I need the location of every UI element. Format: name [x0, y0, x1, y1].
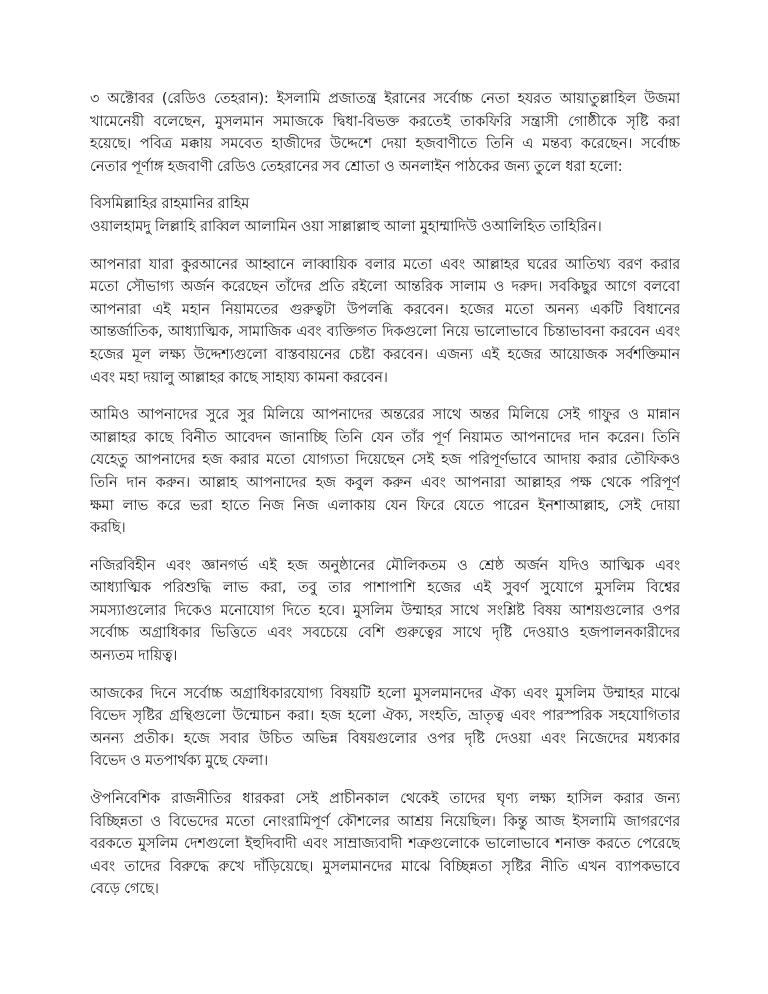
- text-line: বিভেদ সৃষ্টির গ্রন্থিগুলো উন্মোচন করা। হজ হলো ঐক্য, সংহতি, ভ্রাতৃত্ব এবং পারস্পরিক সহযোগিতার: [90, 708, 680, 725]
- text-line: সমস্যাগুলোর দিকেও মনোযোগ দিতে হবে। মুসলিম উম্মাহর সাথে সংশ্লিষ্ট বিষয় আশয়গুলোর ওপর: [90, 602, 680, 619]
- text-line: হজের মূল লক্ষ্য উদ্দেশ্যগুলো বাস্তবায়নের চেষ্টা করবেন। এজন্য এই হজের আয়োজক সর্বশক্তিমান: [90, 346, 680, 363]
- text-line: বিসমিল্লাহির রাহমানির রাহিম: [90, 196, 250, 213]
- text-line: আমিও আপনাদের সুরে সুর মিলিয়ে আপনাদের অন্তরের সাথে অন্তর মিলিয়ে সেই গাফুর ও মান্নান: [90, 407, 680, 424]
- text-line: সর্বোচ্চ অগ্রাধিকার ভিত্তিতে এবং সবচেয়ে বেশি গুরুত্বের সাথে দৃষ্টি দেওয়াও হজপালনকারীদের: [90, 625, 680, 642]
- paragraph-4: [90, 404, 680, 540]
- text-line: নেতার পূর্ণাঙ্গ হজবাণী রেডিও তেহরানের সব শ্রোতা ও অনলাইন পাঠকের জন্য তুলে ধরা হলো:: [90, 158, 623, 175]
- text-line: আপনারা এই মহান নিয়ামতের গুরুত্বটা উপলব্ধি করবেন। হজের মতো অনন্য একটি বিধানের: [90, 301, 680, 318]
- paragraph-bismillah: [90, 193, 680, 238]
- text-line: হয়েছে। পবিত্র মক্কায় সমবেত হাজীদের উদ্দেশে দেয়া হজবাণীতে তিনি এ মন্তব্য করেছেন। সর্বোচ্চ: [90, 136, 680, 153]
- text-line: অনন্য প্রতীক। হজে সবার উচিত অভিন্ন বিষয়গুলোর ওপর দৃষ্টি দেওয়া এবং নিজেদের মধ্যকার: [90, 730, 680, 747]
- paragraph-6: [90, 683, 680, 773]
- text-line: তিনি দান করুন। আল্লাহ আপনাদের হজ কবুল করুন এবং আপনারা আল্লাহর পক্ষ থেকে পরিপূর্ণ: [90, 474, 680, 491]
- text-line: আন্তর্জাতিক, আধ্যাত্মিক, সামাজিক এবং ব্যক্তিগত দিকগুলো নিয়ে ভালোভাবে চিন্তাভাবনা করবেন এবং: [90, 324, 680, 341]
- text-line: নজিরবিহীন এবং জ্ঞানগর্ভ এই হজ অনুষ্ঠানের মৌলিকতম ও শ্রেষ্ঠ অর্জন যদিও আত্মিক এবং: [90, 557, 680, 574]
- text-line: আপনারা যারা কুরআনের আহ্বানে লাব্বায়িক বলার মতো এবং আল্লাহর ঘরের আতিথ্য বরণ করার: [90, 256, 680, 273]
- text-line: বেড়ে গেছে।: [90, 881, 159, 898]
- text-line: বরকতে মুসলিম দেশগুলো ইহুদিবাদী এবং সাম্রাজ্যবাদী শত্রুগুলোকে ভালোভাবে শনাক্ত করতে পেরেছে: [90, 836, 680, 853]
- text-line: আল্লাহর কাছে বিনীত আবেদন জানাচ্ছি তিনি যেন তাঁর পূর্ণ নিয়ামত আপনাদের দান করেন। তিনি: [90, 429, 680, 446]
- text-line: আজকের দিনে সর্বোচ্চ অগ্রাধিকারযোগ্য বিষয়টি হলো মুসলমানদের ঐক্য এবং মুসলিম উম্মাহর মাঝে: [90, 685, 680, 702]
- text-line: ক্ষমা লাভ করে ভরা হাতে নিজ নিজ এলাকায় যেন ফিরে যেতে পারেন ইনশাআল্লাহ, সেই দোয়া: [90, 497, 680, 514]
- text-line: এবং মহা দয়ালু আল্লাহর কাছে সাহায্য কামনা করবেন।: [90, 369, 388, 386]
- text-line: খামেনেয়ী বলেছেন, মুসলমান সমাজকে দ্বিধা-বিভক্ত করতেই তাকফিরি সন্ত্রাসী গোষ্ঠীকে সৃষ্টি করা: [90, 113, 680, 130]
- text-line: অন্যতম দায়িত্ব।: [90, 648, 178, 665]
- text-line: ওয়ালহামদু লিল্লাহি রাব্বিল আলামিন ওয়া সাল্লাল্লাহু আলা মুহাম্মাদিউ ওআলিহিত তাহিরিন।: [90, 218, 602, 235]
- text-line: ৩ অক্টোবর (রেডিও তেহরান): ইসলামি প্রজাতন্ত্র ইরানের সর্বোচ্চ নেতা হযরত আয়াতুল্লাহিল উজমা: [90, 91, 680, 107]
- text-line: করছি।: [90, 520, 126, 537]
- text-line: বিচ্ছিন্নতা ও বিভেদের মতো নোংরামিপূর্ণ কৌশলের আশ্রয় নিয়েছিল। কিন্তু আজ ইসলামি জাগরণের: [90, 813, 680, 830]
- paragraph-5: [90, 555, 680, 668]
- text-line: আধ্যাত্মিক পরিশুদ্ধি লাভ করা, তবু তার পাশাপাশি হজের এই সুবর্ণ সুযোগে মুসলিম বিশ্বের: [90, 580, 680, 597]
- paragraph-7: [90, 788, 680, 901]
- paragraph-intro: [90, 88, 680, 178]
- paragraph-3: [90, 254, 680, 390]
- text-line: বিভেদ ও মতপার্থক্য মুছে ফেলা।: [90, 753, 269, 770]
- text-line: এবং তাদের বিরুদ্ধে রুখে দাঁড়িয়েছে। মুসলমানদের মাঝে বিচ্ছিন্নতা সৃষ্টির নীতি এখন ব্যাপকভাবে: [90, 858, 680, 875]
- text-line: মতো সৌভাগ্য অর্জন করেছেন তাঁদের প্রতি রইলো আন্তরিক সালাম ও দরুদ। সবকিছুর আগে বলবো: [90, 279, 680, 296]
- text-line: ঔপনিবেশিক রাজনীতির ধারকরা সেই প্রাচীনকাল থেকেই তাদের ঘৃণ্য লক্ষ্য হাসিল করার জন্য: [90, 791, 680, 808]
- text-line: যেহেতু আপনাদের হজ করার মতো যোগ্যতা দিয়েছেন সেই হজ পরিপূর্ণভাবে আদায় করার তৌফিকও: [90, 452, 680, 469]
- document-body: [90, 88, 680, 916]
